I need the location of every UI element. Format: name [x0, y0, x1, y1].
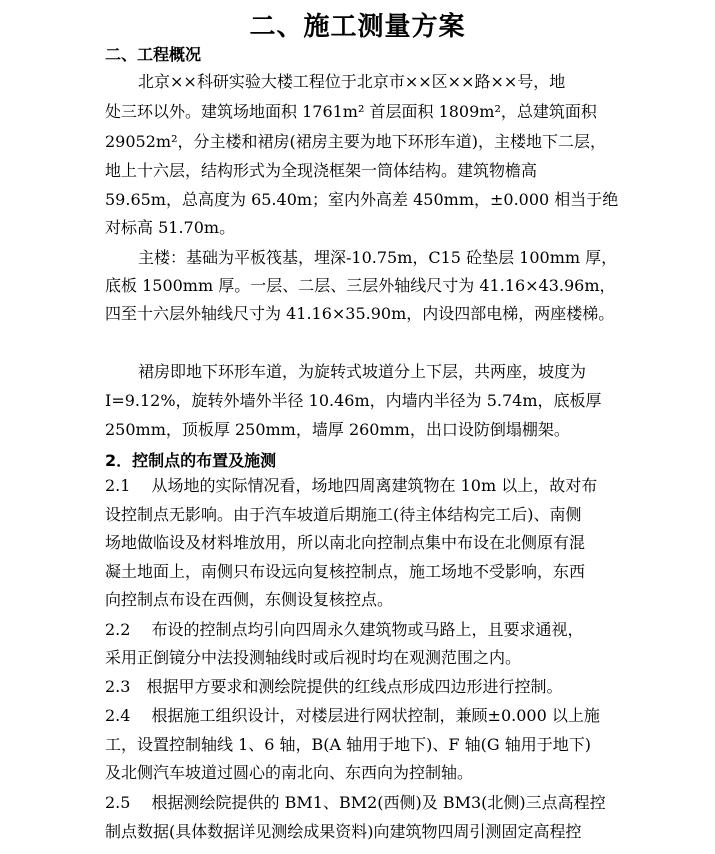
paragraph-line: 29052m²，分主楼和裙房(裙房主要为地下环形车道)，主楼地下二层， [105, 132, 606, 151]
paragraph-line: I=9.12%，旋转外墙外半径 10.46m，内墙内半径为 5.74m，底板厚 [105, 391, 602, 410]
paragraph-line: 四至十六层外轴线尺寸为 41.16×35.90m，内设四部电梯，两座楼梯。 [105, 304, 615, 323]
paragraph-line: 制点数据(具体数据详见测绘成果资料)向建筑物四周引测固定高程控 [105, 822, 582, 841]
paragraph-line: 采用正倒镜分中法投测轴线时或后视时均在观测范围之内。 [105, 648, 522, 667]
paragraph-line: 北京××科研实验大楼工程位于北京市××区××路××号，地 [138, 72, 566, 91]
paragraph-line: 处三环以外。建筑场地面积 1761m² 首层面积 1809m²，总建筑面积 [105, 102, 597, 121]
paragraph-line: 凝土地面上，南侧只布设远向复核控制点，施工场地不受影响，东西 [105, 562, 586, 581]
paragraph-line: 对标高 51.70m。 [105, 218, 236, 237]
paragraph-line: 2.4 根据施工组织设计，对楼层进行网状控制，兼顾±0.000 以上施 [105, 706, 600, 725]
paragraph-line: 59.65m，总高度为 65.40m；室内外高差 450mm，±0.000 相当于绝 [105, 190, 619, 209]
paragraph-line: 2.5 根据测绘院提供的 BM1、BM2(西侧)及 BM3(北侧)三点高程控 [105, 793, 606, 812]
paragraph-line: 2.2 布设的控制点均引向四周永久建筑物或马路上，且要求通视， [105, 620, 584, 639]
paragraph-line: 主楼：基础为平板筏基，埋深-10.75m，C15 砼垫层 100mm 厚， [138, 248, 618, 267]
section-heading-control-points: 2．控制点的布置及施测 [105, 451, 277, 470]
paragraph-line: 地上十六层，结构形式为全现浇框架一筒体结构。建筑物檐高 [105, 161, 538, 180]
paragraph-line: 及北侧汽车坡道过圆心的南北向、东西向为控制轴。 [105, 763, 474, 782]
paragraph-line: 场地做临设及材料堆放用，所以南北向控制点集中布设在北侧原有混 [105, 533, 586, 552]
paragraph-line: 底板 1500mm 厚。一层、二层、三层外轴线尺寸为 41.16×43.96m， [105, 276, 616, 295]
paragraph-line: 向控制点布设在西侧，东侧设复核控点。 [105, 590, 394, 609]
paragraph-line: 工，设置控制轴线 1、6 轴，B(A 轴用于地下)、F 轴(G 轴用于地下) [105, 735, 591, 754]
page-title: 二、施工测量方案 [249, 12, 466, 42]
paragraph-line: 2.1 从场地的实际情况看，场地四周离建筑物在 10m 以上，故对布 [105, 476, 598, 495]
paragraph-line: 裙房即地下环形车道，为旋转式坡道分上下层，共两座，坡度为 [138, 362, 587, 381]
section-heading-overview: 二、工程概况 [105, 45, 202, 64]
paragraph-line: 250mm，顶板厚 250mm，墙厚 260mm，出口设防倒塌棚架。 [105, 420, 570, 439]
paragraph-line: 2.3 根据甲方要求和测绘院提供的红线点形成四边形进行控制。 [105, 677, 563, 696]
paragraph-line: 设控制点无影响。由于汽车坡道后期施工(待主体结构完工后)、南侧 [105, 505, 582, 524]
